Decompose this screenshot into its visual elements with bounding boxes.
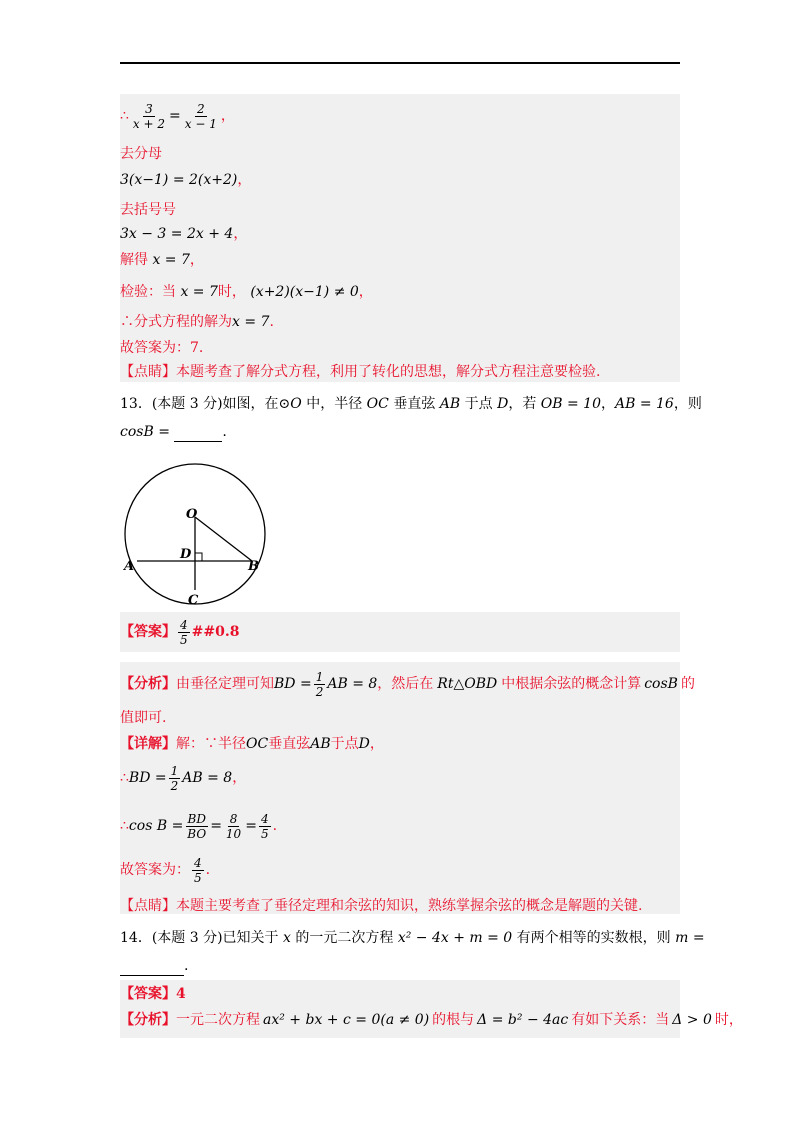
- analysis-13-cont: 值即可.: [120, 710, 167, 726]
- equation-step1: 3(x−1) = 2(x+2)，: [120, 172, 252, 188]
- answer-13: 【答案】 $\frac{4}{5}$ ##0.8: [120, 617, 240, 647]
- question-14-blank: .: [120, 956, 188, 976]
- answer-fraction: $\frac{4}{5}$: [180, 617, 188, 647]
- step-remove-denominator: 去分母: [120, 146, 162, 162]
- equation-step2: 3x − 3 = 2x + 4，: [120, 226, 248, 242]
- analysis-14: 【分析】一元二次方程 ax² + bx + c = 0(a ≠ 0) 的根与 Δ = b² − 4ac 有如下关系：当 Δ > 0 时，: [120, 1012, 743, 1028]
- comment-12: 【点睛】本题考查了解分式方程，利用了转化的思想，解分式方程注意要检验.: [120, 364, 601, 380]
- label-o: O: [186, 507, 198, 522]
- final-answer-13: 故答案为： $\frac{4}{5}$ .: [120, 855, 211, 885]
- label-a: A: [124, 559, 135, 574]
- answer-blank-14[interactable]: [120, 959, 184, 976]
- conclusion-line: ∴分式方程的解为x = 7.: [120, 314, 274, 330]
- answer-14: 【答案】4: [120, 986, 186, 1002]
- fraction-equation: ∴ $\frac{3}{x + 2}$ = $\frac{2}{x - 1}$ ，: [120, 101, 235, 131]
- answer-blank[interactable]: [174, 425, 222, 442]
- question-13: 13．(本题 3 分)如图，在⊙O 中，半径 OC 垂直弦 AB 于点 D，若 OB = 10，AB = 16，则: [120, 396, 702, 412]
- header-rule: [120, 62, 680, 64]
- fraction-left: $\frac{3}{x + 2}$: [132, 101, 166, 131]
- label-c: C: [188, 593, 199, 607]
- label-b: B: [248, 559, 259, 574]
- step-remove-parentheses: 去括号号: [120, 202, 176, 218]
- circle-figure: [120, 462, 280, 607]
- solved-line: 解得 x = 7，: [120, 252, 204, 268]
- question-13-blank: cosB = .: [120, 424, 227, 440]
- check-line: 检验：当 x = 7时， (x+2)(x−1) ≠ 0，: [120, 284, 373, 300]
- comment-13: 【点睛】本题主要考查了垂径定理和余弦的知识，熟练掌握余弦的概念是解题的关键.: [120, 898, 643, 914]
- right-angle-mark: [195, 553, 202, 561]
- question-14: 14．(本题 3 分)已知关于 x 的一元二次方程 x² − 4x + m = 0 有两个相等的实数根，则 m =: [120, 930, 705, 946]
- analysis-13: 【分析】 由垂径定理可知 BD = $\frac{1}{2}$ AB = 8 ，然后在 Rt△OBD 中根据余弦的概念计算 cosB 的: [120, 669, 695, 699]
- detail-cos-equation: ∴ cos B = $\frac{BD}{BO}$ = $\frac{8}{10}$ = $\frac{4}{5}$ .: [120, 811, 278, 841]
- answer-line: 故答案为：7.: [120, 340, 204, 356]
- segment-ob: [195, 517, 252, 561]
- fraction-right: $\frac{2}{x - 1}$: [184, 101, 217, 131]
- therefore-symbol: ∴: [120, 108, 129, 124]
- detail-bd-equation: ∴ BD = $\frac{1}{2}$ AB = 8 ，: [120, 763, 247, 793]
- label-d: D: [180, 547, 192, 562]
- detail-13: 【详解】解：∵半径OC垂直弦AB于点D，: [120, 736, 384, 752]
